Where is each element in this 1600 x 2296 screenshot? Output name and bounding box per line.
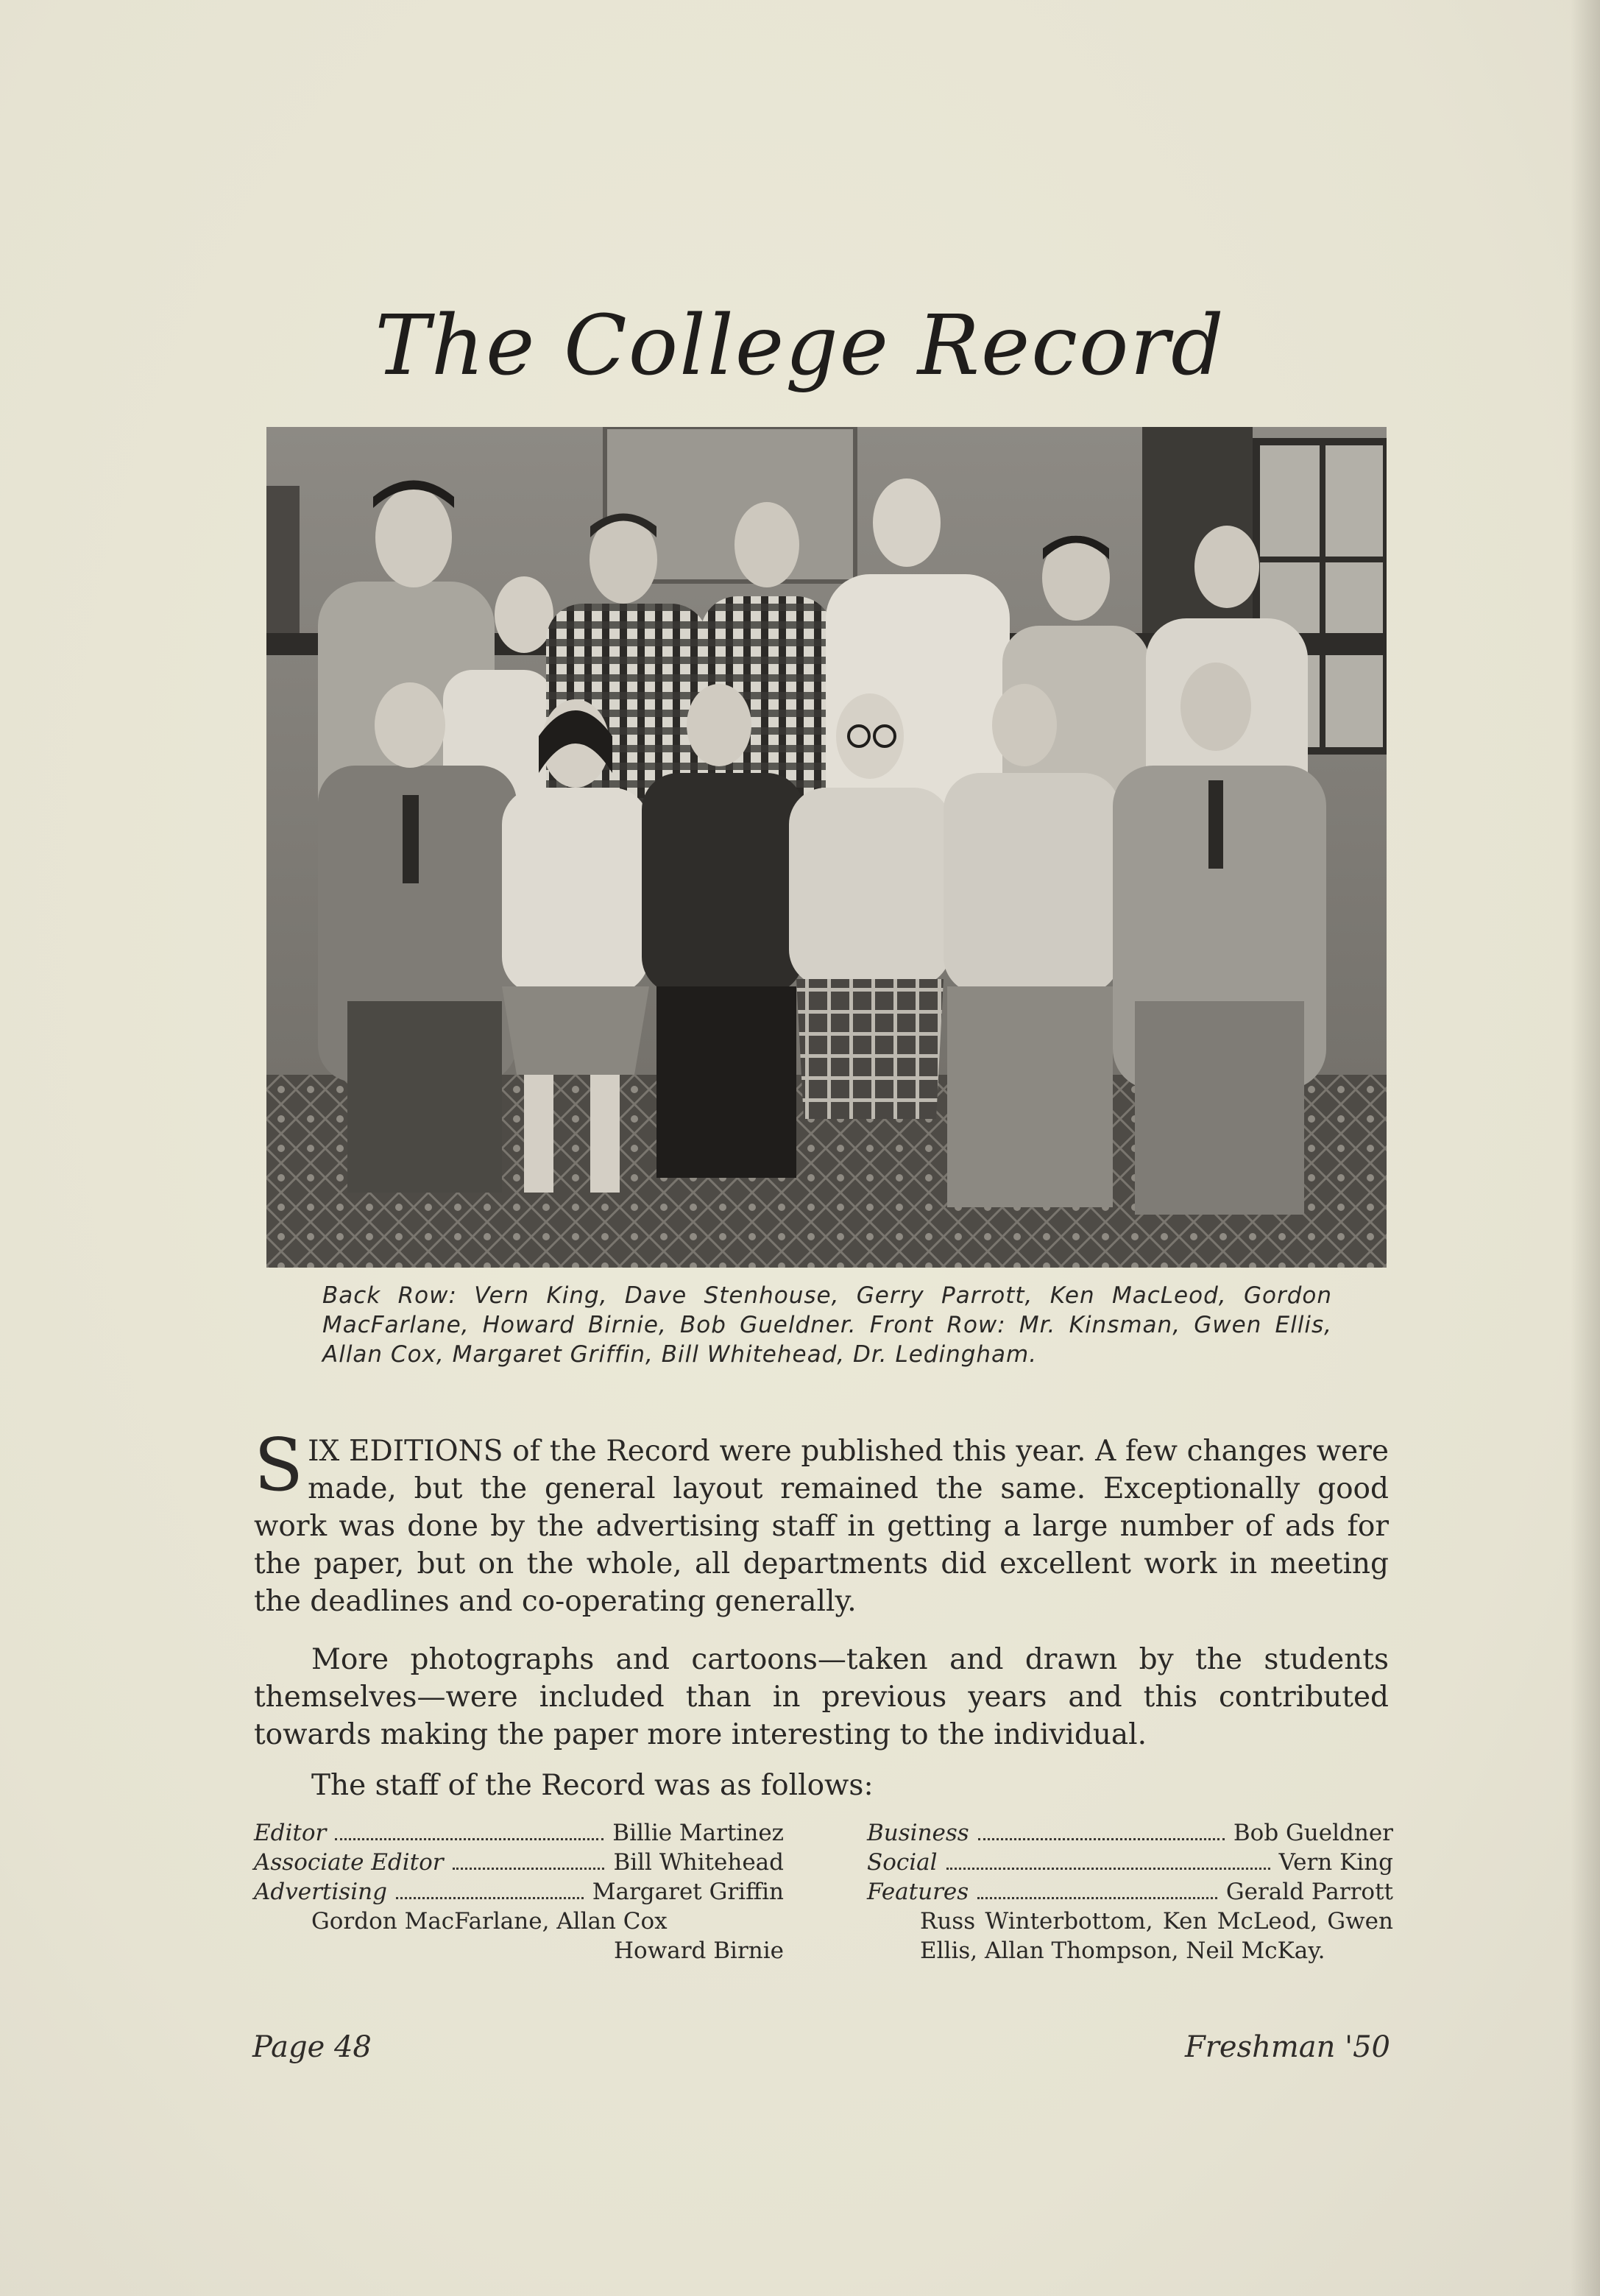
staff-role: Associate Editor xyxy=(254,1849,444,1876)
staff-advertising-extra: Gordon MacFarlane, Allan Cox xyxy=(311,1908,668,1935)
paragraph-1-text: IX EDITIONS of the Record were published this year. A few changes were made, but the general layout remained the same. Exceptionally good work was done by the advertising staff in getting a large number of ads for the paper, but on the whole, all departments did excellent work in meeting the deadlines and co-operating generally. xyxy=(254,1435,1389,1618)
publication-name: Freshman '50 xyxy=(1185,2030,1390,2064)
page-title: The College Record xyxy=(375,298,1225,394)
staff-role: Social xyxy=(867,1849,938,1876)
dot-leader xyxy=(453,1868,605,1870)
staff-row xyxy=(254,1877,784,1907)
dot-leader xyxy=(335,1838,603,1840)
paragraph-3: The staff of the Record was as follows: xyxy=(311,1769,874,1802)
staff-advertising-extra-2: Howard Birnie xyxy=(614,1938,784,1964)
staff-name: Gerald Parrott xyxy=(1225,1879,1393,1905)
staff-name: Vern King xyxy=(1278,1849,1393,1876)
group-photo-illustration xyxy=(266,427,1387,1268)
dot-leader xyxy=(396,1897,584,1899)
photo-caption: Back Row: Vern King, Dave Stenhouse, Gerry Parrott, Ken MacLeod, Gordon MacFarlane, Howard Birnie, Bob Gueldner. Front Row: Mr. Kinsman, Gwen Ellis, Allan Cox, Margaret Griffin, Bill Whitehead, Dr. Ledingham. xyxy=(322,1282,1332,1368)
paragraph-2: More photographs and cartoons—taken and drawn by the students themselves—were included than in previous years and this contributed towards making the paper more interesting to the individual. xyxy=(254,1643,1389,1751)
staff-role: Features xyxy=(867,1879,969,1905)
page-number: Page 48 xyxy=(252,2030,372,2064)
staff-row xyxy=(867,1848,1393,1877)
staff-role: Advertising xyxy=(254,1879,387,1905)
staff-name: Bill Whitehead xyxy=(613,1849,784,1876)
staff-row xyxy=(867,1818,1393,1848)
drop-cap: S xyxy=(254,1424,304,1508)
dot-leader xyxy=(977,1897,1217,1899)
staff-name: Margaret Griffin xyxy=(592,1879,784,1905)
staff-role: Business xyxy=(867,1820,969,1846)
dot-leader xyxy=(946,1868,1270,1870)
staff-name: Bob Gueldner xyxy=(1233,1820,1393,1846)
staff-row xyxy=(867,1877,1393,1907)
staff-row xyxy=(254,1818,784,1848)
staff-row xyxy=(254,1848,784,1877)
staff-features-extra: Russ Winterbottom, Ken McLeod, Gwen Ellis, Allan Thompson, Neil McKay. xyxy=(920,1908,1393,1964)
paragraph-1 xyxy=(254,1424,1389,1620)
staff-list-right xyxy=(867,1818,1393,1965)
dot-leader xyxy=(978,1838,1225,1840)
staff-name: Billie Martinez xyxy=(612,1820,784,1846)
staff-role: Editor xyxy=(254,1820,327,1846)
staff-list-left xyxy=(254,1818,784,1965)
group-photo xyxy=(266,427,1387,1268)
